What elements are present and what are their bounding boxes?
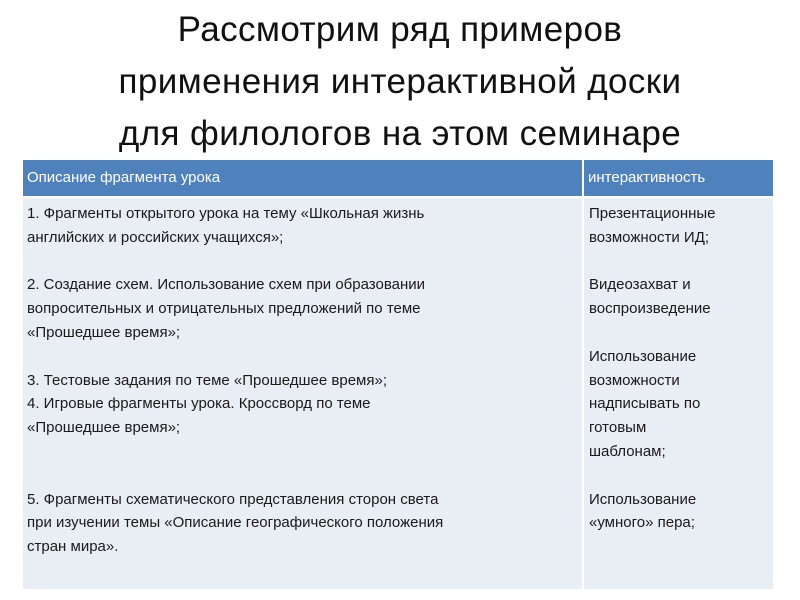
description-item-5-line-1: 5. Фрагменты схематического представления сторон света xyxy=(27,490,439,508)
interactivity-item-1-line-2: возможности ИД; xyxy=(589,228,710,246)
description-item-3-line-1: 3. Тестовые задания по теме «Прошедшее время»; xyxy=(27,371,387,389)
description-item-2-line-3: «Прошедшее время»; xyxy=(27,323,181,341)
description-item-4-line-2: «Прошедшее время»; xyxy=(27,419,181,437)
interactivity-item-3-line-4: готовым xyxy=(589,419,647,437)
description-item-5-line-3: стран мира». xyxy=(27,538,119,556)
description-item-2-line-2: вопросительных и отрицательных предложений по теме xyxy=(27,300,421,318)
header-interactivity: интерактивность xyxy=(584,160,773,196)
interactivity-item-3-line-2: возможности xyxy=(589,371,680,389)
description-item-4-line-1: 4. Игровые фрагменты урока. Кроссворд по теме xyxy=(27,395,371,413)
description-item-1-line-2: английских и российских учащихся»; xyxy=(27,228,284,246)
interactivity-item-3-line-5: шаблонам; xyxy=(589,442,666,460)
description-item-5-line-2: при изучении темы «Описание географического положения xyxy=(27,514,444,532)
interactivity-item-1-line-1: Презентационные xyxy=(589,205,716,222)
interactivity-item-4-line-2: «умного» пера; xyxy=(589,514,695,532)
title-line-2: применения интерактивной доски xyxy=(118,62,682,101)
title-line-3: для филологов на этом семинаре xyxy=(118,114,682,153)
lesson-table xyxy=(22,159,774,590)
interactivity-item-2-line-2: воспроизведение xyxy=(589,300,711,318)
interactivity-cell xyxy=(584,198,773,589)
description-item-2-line-1: 2. Создание схем. Использование схем при образовании xyxy=(27,276,426,294)
interactivity-item-3-line-3: надписывать по xyxy=(589,395,701,413)
interactivity-item-3-line-1: Использование xyxy=(589,347,697,365)
interactivity-item-4-line-1: Использование xyxy=(589,490,697,508)
title-line-1: Рассмотрим ряд примеров xyxy=(177,10,623,49)
interactivity-item-2-line-1: Видеозахват и xyxy=(589,276,691,294)
slide-title xyxy=(0,4,800,160)
description-cell xyxy=(23,198,582,589)
header-description: Описание фрагмента урока xyxy=(23,160,582,196)
description-item-1-line-1: 1. Фрагменты открытого урока на тему «Школьная жизнь xyxy=(27,205,425,222)
